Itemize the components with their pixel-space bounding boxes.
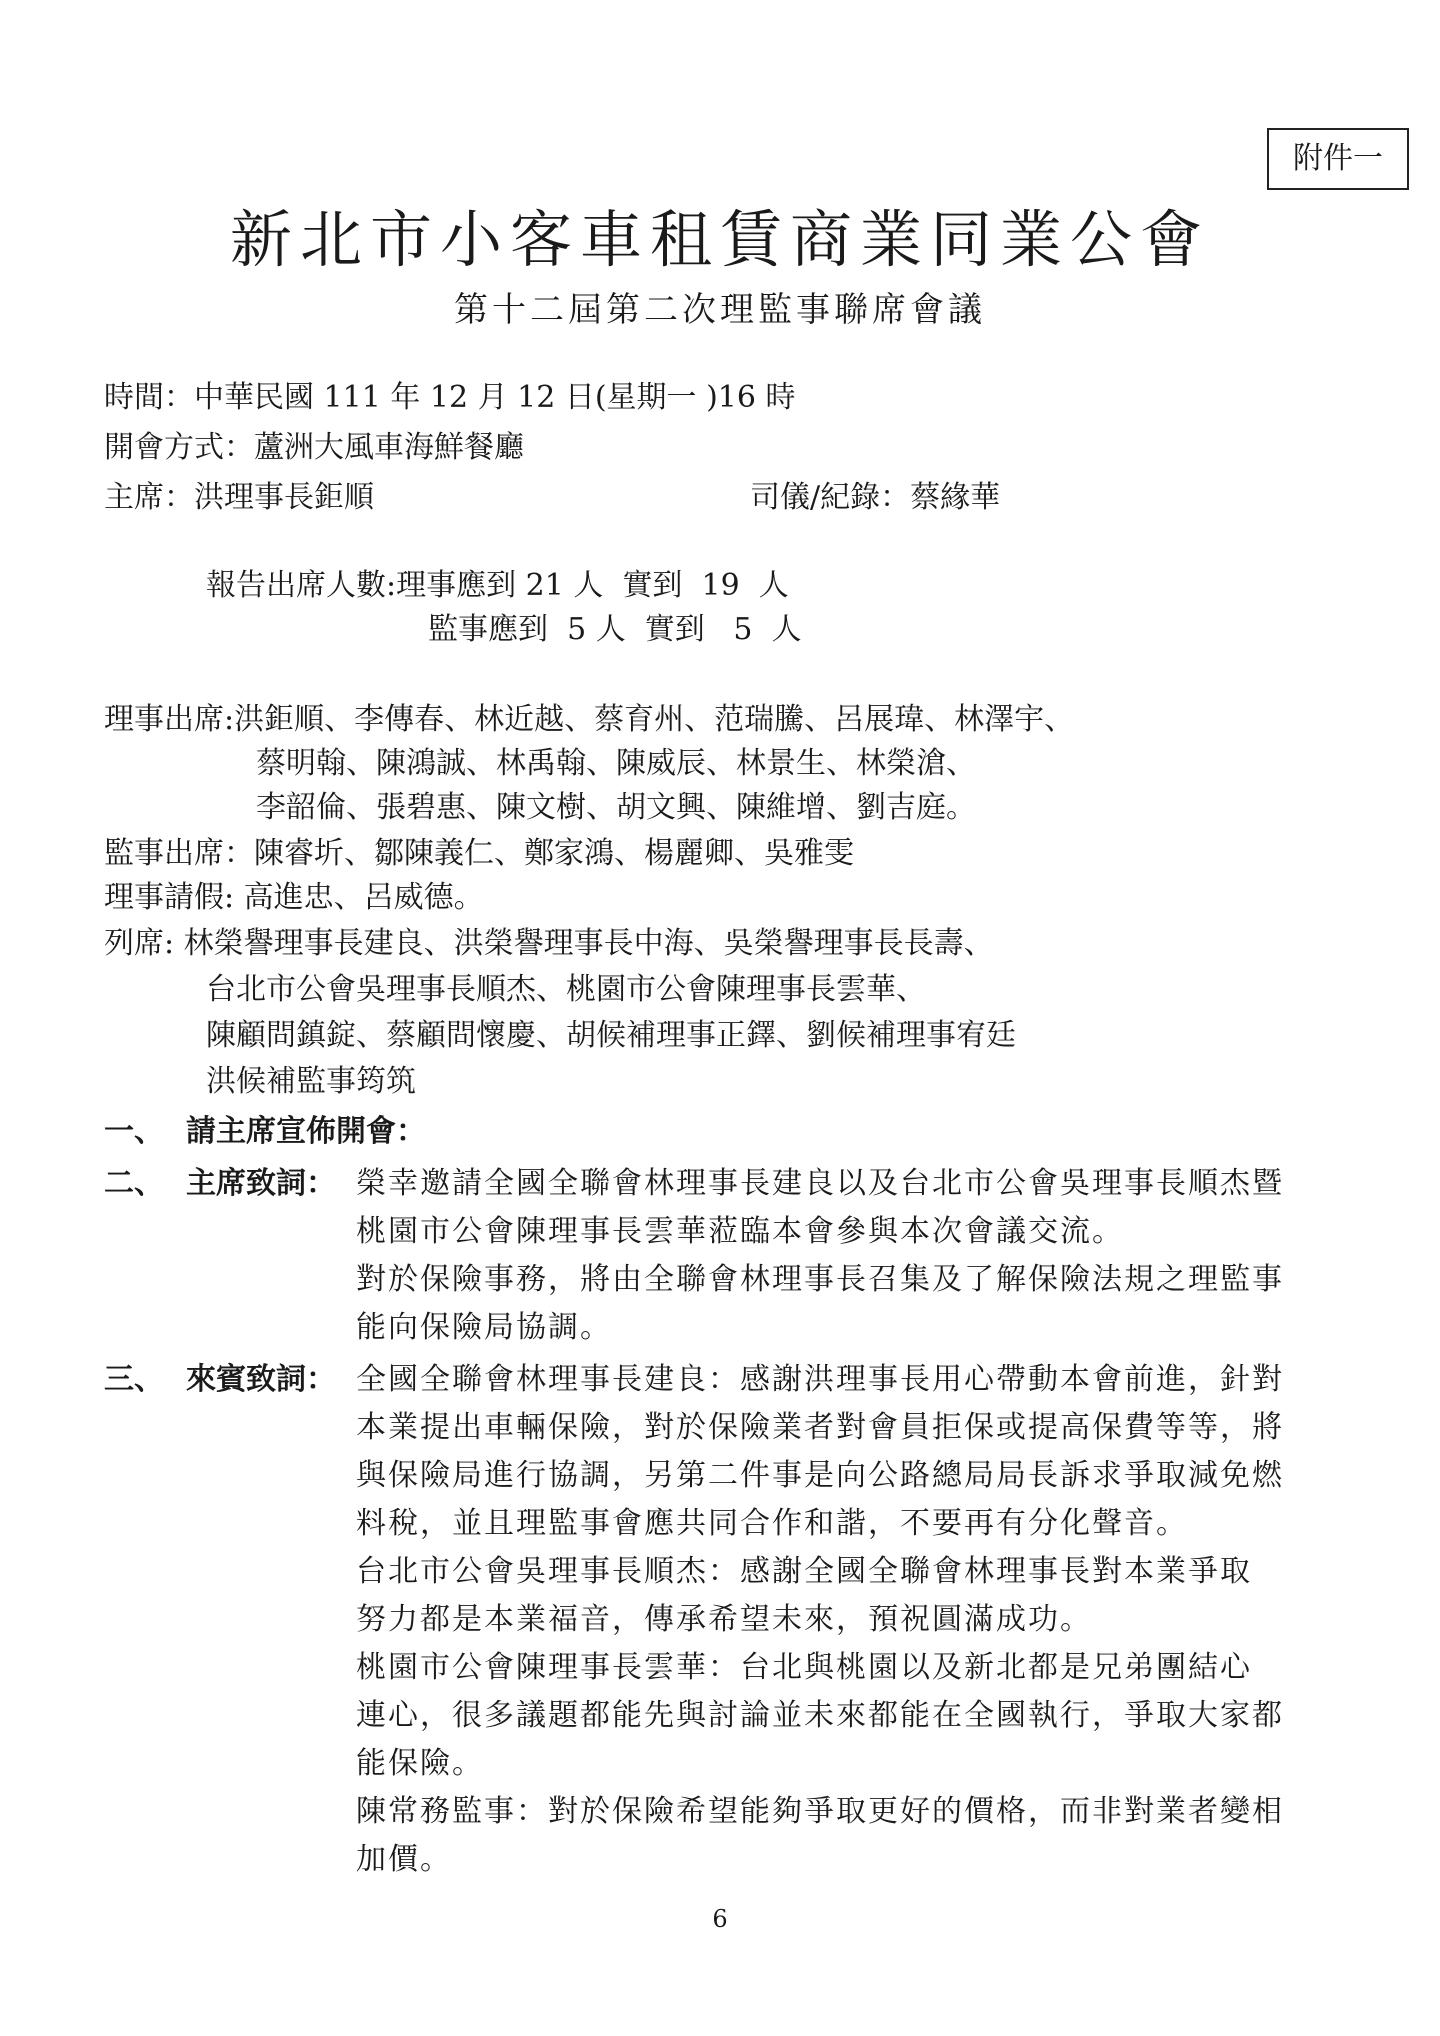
section-3-line-4: 料稅，並且理監事會應共同合作和諧，不要再有分化聲音。 xyxy=(356,1506,1188,1541)
directors-present-line-3: 李韶倫、張碧惠、陳文樹、胡文興、陳維增、劉吉庭。 xyxy=(256,790,976,825)
attendees-line-1: 列席: 林榮譽理事長建良、洪榮譽理事長中海、吳榮譽理事長長壽、 xyxy=(104,926,994,961)
meeting-recorder: 司儀/紀錄：蔡緣華 xyxy=(750,480,1001,515)
section-3-line-10: 陳常務監事：對於保險希望能夠爭取更好的價格，而非對業者變相 xyxy=(356,1794,1284,1829)
section-2-number: 二、 xyxy=(104,1166,164,1201)
section-3-line-2: 本業提出車輛保險，對於保險業者對會員拒保或提高保費等等，將 xyxy=(356,1410,1284,1445)
attendees-line-2: 台北市公會吳理事長順杰、桃園市公會陳理事長雲華、 xyxy=(206,972,926,1007)
section-2-line-3: 對於保險事務，將由全聯會林理事長召集及了解保險法規之理監事 xyxy=(356,1262,1284,1297)
section-2-line-1: 榮幸邀請全國全聯會林理事長建良以及台北市公會吳理事長順杰暨 xyxy=(356,1166,1284,1201)
section-3-line-5: 台北市公會吳理事長順杰：感謝全國全聯會林理事長對本業爭取 xyxy=(356,1554,1252,1589)
supervisors-present: 監事出席：陳睿圻、鄒陳義仁、鄭家鴻、楊麗卿、吳雅雯 xyxy=(104,836,854,871)
section-1-number: 一、 xyxy=(104,1114,164,1149)
meeting-time: 時間：中華民國 111 年 12 月 12 日(星期一 )16 時 xyxy=(104,380,796,415)
annex-label: 附件一 xyxy=(1267,128,1409,190)
section-3-line-7: 桃園市公會陳理事長雲華：台北與桃園以及新北都是兄弟團結心 xyxy=(356,1650,1252,1685)
section-3-line-6: 努力都是本業福音，傳承希望未來，預祝圓滿成功。 xyxy=(356,1602,1092,1637)
attendees-line-4: 洪候補監事筠筑 xyxy=(206,1064,416,1099)
document-subtitle: 第十二屆第二次理監事聯席會議 xyxy=(454,290,986,330)
section-3-line-3: 與保險局進行協調，另第二件事是向公路總局局長訴求爭取減免燃 xyxy=(356,1458,1284,1493)
section-3-line-9: 能保險。 xyxy=(356,1746,484,1781)
page-number: 6 xyxy=(712,1905,728,1933)
directors-present-line-1: 理事出席:洪鉅順、李傳春、林近越、蔡育州、范瑞騰、呂展瑋、林澤宇、 xyxy=(104,702,1075,737)
attendance-directors: 報告出席人數:理事應到 21 人 實到 19 人 xyxy=(206,568,789,603)
attendees-line-3: 陳顧問鎮錠、蔡顧問懷慶、胡候補理事正鐸、劉候補理事宥廷 xyxy=(206,1018,1016,1053)
section-1-heading: 請主席宣佈開會： xyxy=(186,1114,426,1149)
meeting-chair: 主席：洪理事長鉅順 xyxy=(104,480,374,515)
section-3-line-11: 加價。 xyxy=(356,1842,452,1877)
section-2-heading: 主席致詞： xyxy=(186,1166,336,1201)
section-3-line-8: 連心，很多議題都能先與討論並未來都能在全國執行，爭取大家都 xyxy=(356,1698,1284,1733)
directors-leave: 理事請假: 高進忠、呂威德。 xyxy=(104,880,484,915)
document-title: 新北市小客車租賃商業同業公會 xyxy=(229,203,1210,276)
meeting-venue: 開會方式：蘆洲大風車海鮮餐廳 xyxy=(104,430,524,465)
section-2-line-2: 桃園市公會陳理事長雲華蒞臨本會參與本次會議交流。 xyxy=(356,1214,1124,1249)
section-3-line-1: 全國全聯會林理事長建良：感謝洪理事長用心帶動本會前進，針對 xyxy=(356,1362,1284,1397)
attendance-supervisors: 監事應到 5 人 實到 5 人 xyxy=(428,612,802,647)
directors-present-line-2: 蔡明翰、陳鴻誠、林禹翰、陳威辰、林景生、林榮滄、 xyxy=(256,746,976,781)
section-2-line-4: 能向保險局協調。 xyxy=(356,1310,612,1345)
section-3-heading: 來賓致詞： xyxy=(186,1362,336,1397)
section-3-number: 三、 xyxy=(104,1362,164,1397)
